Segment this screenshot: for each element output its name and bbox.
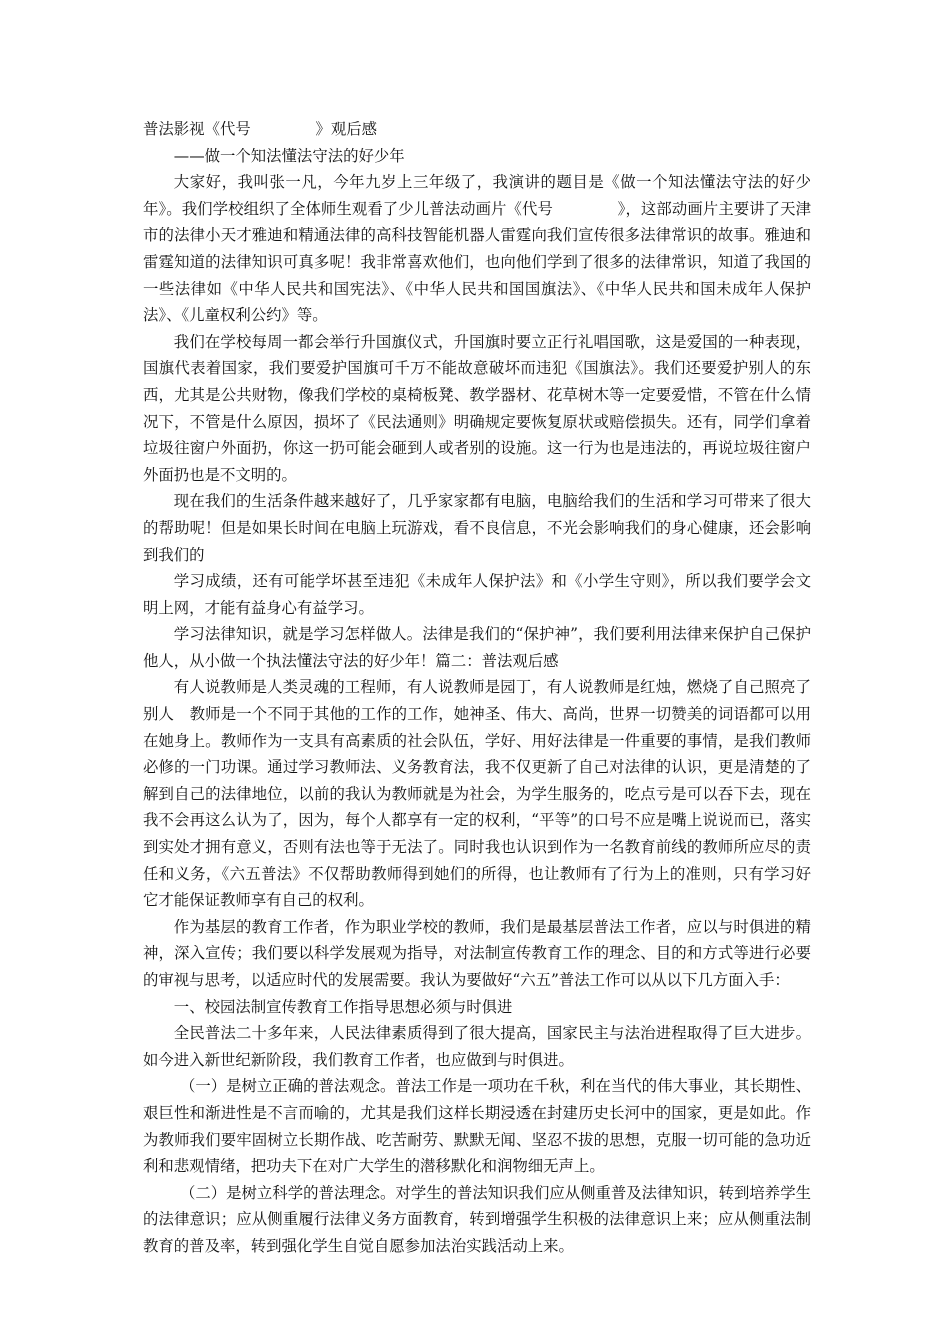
title-part-2: 》观后感	[315, 120, 377, 138]
paragraph-1	[143, 169, 811, 329]
paragraph-2: 我们在学校每周一都会举行升国旗仪式，升国旗时要立正行礼唱国歌，这是爱国的一种表现，国旗代表着国家，我们要爱护国旗可千万不能故意破坏而违犯《国旗法》。我们还要爱护别人的东西，尤其是公共财物，像我们学校的桌椅板凳、教学器材、花草树木等一定要爱惜，不管在什么情况下，不管是什么原因，损坏了《民法通则》明确规定要恢复原状或赔偿损失。还有，同学们拿着垃圾往窗户外面扔，你这一扔可能会砸到人或者别的设施。这一行为也是违法的，再说垃圾往窗户外面扔也是不文明的。	[143, 332, 811, 484]
section-heading-1: 一、校园法制宣传教育工作指导思想必须与时俱进	[173, 997, 513, 1016]
paragraph-1-part-1: 大家好，我叫张一凡，今年九岁上三年级了，我演讲的题目是《做一个知法懂法守法的好少年》。我们学校组织了全体师生观看了少儿普法动画片《代号	[143, 173, 811, 218]
document-subtitle: ——做一个知法懂法守法的好少年	[173, 146, 405, 165]
paragraph-5: 学习法律知识，就是学习怎样做人。法律是我们的“保护神”，我们要利用法律来保护自己保护他人，从小做一个执法懂法守法的好少年！篇二：普法观后感	[143, 625, 811, 670]
paragraph-4: 学习成绩，还有可能学坏甚至违犯《未成年人保护法》和《小学生守则》，所以我们要学会文明上网，才能有益身心有益学习。	[143, 572, 811, 617]
list-item-1: （一）是树立正确的普法观念。普法工作是一项功在千秋，利在当代的伟大事业，其长期性、艰巨性和渐进性是不言而喻的，尤其是我们这样长期浸透在封建历史长河中的国家，更是如此。作为教师我们要牢固树立长期作战、吃苦耐劳、默默无闻、坚忍不拔的思想，克服一切可能的急功近利和悲观情绪，把功夫下在对广大学生的潜移默化和润物细无声上。	[143, 1077, 811, 1176]
paragraph-9: 全民普法二十多年来，人民法律素质得到了很大提高，国家民主与法治进程取得了巨大进步。如今进入新世纪新阶段，我们教育工作者，也应做到与时俱进。	[143, 1024, 811, 1069]
paragraph-1-part-2: 》，这部动画片主要讲了天津市的法律小天才雅迪和精通法律的高科技智能机器人雷霆向我们宣传很多法律常识的故事。雅迪和雷霆知道的法律知识可真多呢！我非常喜欢他们，也向他们学到了很多的法律常识，知道了我国的一些法律如《中华人民共和国宪法》、《中华人民共和国国旗法》、《中华人民共和国未成年人保护法》、《儿童权利公约》等。	[143, 199, 811, 325]
document-title	[143, 116, 811, 143]
document-body	[143, 116, 811, 1260]
paragraph-6: 有人说教师是人类灵魂的工程师，有人说教师是园丁，有人说教师是红烛，燃烧了自己照亮了别人 教师是一个不同于其他的工作的工作，她神圣、伟大、高尚，世界一切赞美的词语都可以用在她身上。教师作为一支具有高素质的社会队伍，学好、用好法律是一件重要的事情，是我们教师必修的一门功课。通过学习教师法、义务教育法，我不仅更新了自己对法律的认识，更是清楚的了解到自己的法律地位，以前的我认为教师就是为社会，为学生服务的，吃点亏是可以吞下去，现在我不会再这么认为了，因为，每个人都享有一定的权利，“平等”的口号不应是嘴上说说而已，落实到实处才拥有意义，否则有法也等于无法了。同时我也认识到作为一名教育前线的教师所应尽的责任和义务，《六五普法》不仅帮助教师得到她们的所得，也让教师有了行为上的准则，只有学习好它才能保证教师享有自己的权利。	[143, 678, 811, 910]
paragraph-7: 作为基层的教育工作者，作为职业学校的教师，我们是最基层普法工作者，应以与时俱进的精神，深入宣传；我们要以科学发展观为指导，对法制宣传教育工作的理念、目的和方式等进行必要的审视与思考，以适应时代的发展需要。我认为要做好“六五”普法工作可以从以下几方面入手：	[143, 917, 811, 989]
paragraph-3: 现在我们的生活条件越来越好了，几乎家家都有电脑，电脑给我们的生活和学习可带来了很大的帮助呢！但是如果长时间在电脑上玩游戏，看不良信息，不光会影响我们的身心健康，还会影响到我们的	[143, 492, 811, 564]
list-item-2: （二）是树立科学的普法理念。对学生的普法知识我们应从侧重普及法律知识，转到培养学生的法律意识；应从侧重履行法律义务方面教育，转到增强学生积极的法律意识上来；应从侧重法制教育的普及率，转到强化学生自觉自愿参加法治实践活动上来。	[143, 1183, 811, 1255]
title-part-1: 普法影视《代号	[143, 120, 251, 138]
